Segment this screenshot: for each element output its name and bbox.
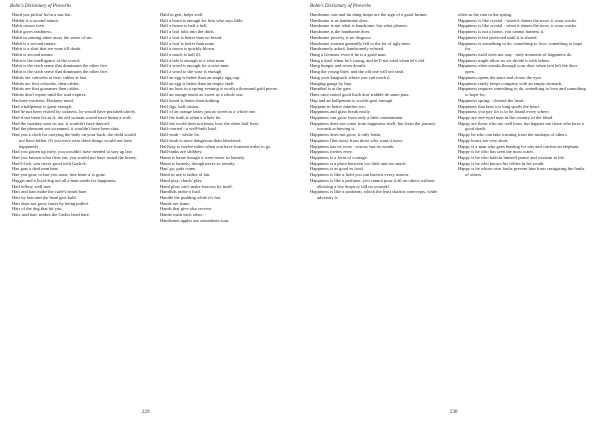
proverb-entry: Happiness is something to do, something to love, something to hope for.: [458, 40, 583, 52]
proverb-entry: Half a house is half a hell.: [160, 23, 208, 29]
proverb-entry: Happiness spring - cleanse the heart.: [458, 97, 525, 103]
text-column: [160, 12, 288, 224]
proverb-entry: Hands wash each other.: [160, 212, 203, 218]
page-number: 229: [142, 410, 150, 415]
proverb-entry: Happiness has its roots - sorrow has its womb.: [310, 143, 395, 149]
proverb-entry: Hair of the dog that bit you.: [12, 206, 63, 212]
proverb-entry: Handfuls make a load.: [160, 189, 201, 195]
proverb-entry: Had he not been visited by sickness, he would have perished utterly.: [12, 109, 137, 115]
proverb-entry: Habits are first gossamer then cables.: [12, 86, 80, 92]
proverb-entry: Habbit is a second nature.: [12, 17, 60, 23]
proverb-entry: Hackney mistress, Hackney maid.: [12, 97, 74, 103]
proverb-entry: Had the pheasant not screamed, it wouldn't have been shot.: [12, 126, 120, 132]
proverb-entry: Happiness might allow us we divide it with others.: [458, 57, 551, 63]
proverb-entry: Happiness invites envy.: [310, 149, 354, 155]
proverb-entry: Half a tale is enough to a wise man.: [160, 57, 226, 63]
proverb-entry: Hae you gear, or hae you none, tine heart a' is gone.: [12, 172, 107, 178]
proverb-entry: Happy hours are very short.: [458, 137, 509, 143]
proverb-entry: Half an egg is better than an empty shell.: [160, 80, 235, 86]
proverb-entry: Happiness is a form of courage.: [310, 154, 368, 160]
proverb-entry: Half bread is better than nothing.: [160, 97, 221, 103]
proverb-entry: Handsome cats and fat dung heaps are the sign of a good farmer.: [310, 12, 428, 17]
proverb-entry: Half a brain is enough for him who says little.: [160, 17, 244, 23]
proverb-entry: Happens in better families too.: [310, 103, 366, 109]
proverb-entry: Happiness rarely keeps company with an empty stomach.: [458, 80, 563, 86]
proverb-entry: Happiness you pay for is to be found every where.: [458, 109, 550, 115]
proverb-entry: Habits don't expire until the soul expires.: [12, 92, 87, 98]
proverb-entry: Habit is a second nature.: [12, 40, 57, 46]
proverb-entry: Hang a thief when he's young, and he'll not steal when he's old.: [310, 57, 426, 63]
proverb-entry: Hap and an halfpennie is worlds gear enough.: [310, 97, 394, 103]
proverb-entry: Hang a German, even if he is a good man.: [310, 52, 387, 58]
proverb-entry: Happiness that lasts too long spoils the heart.: [458, 103, 541, 109]
running-head: Bohn's Dictionary of Proverbs: [10, 4, 72, 9]
proverb-entry: Happiness itself does not stay - only moments of happiness do.: [458, 52, 573, 58]
proverb-entry: Habit is a shirt that we wear till death.: [12, 46, 82, 52]
proverb-entry: Happiness requires something to do, something to love and something to hope for.: [458, 86, 586, 98]
proverb-entry: Hanging gangs by hap.: [310, 80, 352, 86]
proverb-entry: Habit is second nature.: [12, 52, 54, 58]
proverb-entry: Half a word to the wise is enough.: [160, 69, 223, 75]
proverb-entry: Hair by hair and the head gets bald.: [12, 195, 77, 200]
proverb-entry: Had you gotten up early, you wouldn't have needed to stay up late.: [12, 149, 133, 155]
proverb-entry: Habit is the intelligence of the crowd.: [12, 57, 81, 63]
proverb-entry: Handsomely asked, handsomely refused.: [310, 46, 385, 52]
proverb-entry: Had-I-fish, was never good with Garlick.: [12, 160, 87, 166]
proverb-entry: Hail fellow, well met.: [12, 183, 52, 189]
proverb-entry: Hald in gett, helps well.: [160, 12, 204, 17]
proverb-entry: Hair, and hair, makes the Carles head bare.: [12, 212, 90, 218]
proverb-entry: Hae gars a deaf man hear.: [12, 166, 59, 172]
proverb-entry: Happiness does not come from happiness itself, but from the journey towards achieving it.: [310, 120, 436, 132]
proverb-entry: Hang hunger and rown drouth.: [310, 63, 366, 69]
proverb-entry: Happiness opens the arms and closes the eyes.: [458, 74, 543, 80]
proverb-entry: Handle the pudding while it's hot.: [160, 195, 222, 200]
proverb-entry: Handsome poverty is no disgrace.: [310, 34, 372, 40]
proverb-entry: Hannibal is at the gate.: [310, 86, 352, 92]
proverb-entry: Hang the young thief, and the old one will not steal.: [310, 69, 405, 75]
proverb-entry: Half an orange tastes as sweet as a whole one.: [160, 92, 244, 98]
proverb-entry: Hame is hamely, though never so seemly.: [160, 160, 236, 166]
proverb-entry: Happy is he who has seen the most water.: [458, 149, 534, 155]
proverb-entry: Habit is the sixth sense that dominates the other five.: [12, 63, 109, 69]
proverb-entry: Habits are first cobwebs, then cables.: [12, 80, 80, 86]
proverb-entry: Had you a cloth for carrying the baby on your back, the child would not have fallen. (If you were wise these things would not have happened): [12, 132, 136, 149]
proverb-entry: Happiness is a place between too little and too much.: [310, 160, 407, 166]
proverb-entry: Hands that give also receive.: [160, 206, 213, 212]
proverb-entry: Handsome is not what is handsome, but what pleases.: [310, 23, 408, 29]
proverb-entry: Happy is he whose own faults prevent him from castigating the faults of others.: [458, 166, 585, 178]
proverb-entry: Half an egg is better than an empty egg-cup.: [160, 74, 241, 80]
proverb-entry: Happy is he who knows his follies in his youth.: [458, 160, 545, 166]
proverb-entry: Happiness is like a perfume, you cannot pour it all on others without allowing a few drops to fall on yourself.: [310, 177, 435, 189]
proverb-entry: Half the world does not know how the other half lives.: [160, 120, 260, 126]
proverb-entry: Happiness is like crystal - when it shines the most, it soon cracks.: [458, 23, 578, 29]
proverb-entry: Half an hour in a spring evening is worth a thousand gold pieces.: [160, 86, 279, 92]
proverb-entry: Half a word is enough for a wise man.: [160, 63, 230, 69]
proverb-entry: Hair and hair make the carle's beard bare.: [12, 189, 88, 195]
proverb-entry: Happiness often sneaks through your door when you left the door open.: [458, 63, 578, 75]
proverb-entry: Haud yuz pickin' bu'in a sun hot.: [12, 12, 72, 17]
proverb-entry: Had a halfpenny is great enough.: [12, 103, 73, 109]
proverb-entry: Habit causes love.: [12, 23, 46, 29]
proverb-entry: Happiness is like a field you can harvest every season.: [310, 172, 409, 178]
proverb-entry: Habit gives readiness.: [12, 29, 53, 35]
proverb-entry: Han' go, paki come.: [160, 166, 197, 172]
proverb-entry: Half-truth is more dangerous than falsehood.: [160, 137, 242, 143]
proverb-entry: Happiness is as good as food.: [310, 166, 364, 172]
proverb-entry: Hand in use is father of lair.: [160, 172, 211, 178]
right-page: [300, 0, 600, 424]
proverb-entry: Halfway is twelve miles when you have fourteen miles to go.: [160, 143, 272, 149]
proverb-entry: Half figs, half raisins.: [160, 103, 200, 109]
proverb-entry: Happiness is not perfected until it is shared.: [458, 34, 538, 40]
proverb-entry: Hame is hame though it were never so hamely.: [160, 154, 246, 160]
proverb-entry: Habit is the sixth sense that dominates the other five.: [12, 69, 109, 75]
text-column: [458, 12, 586, 178]
proverb-entry: Hang your knapsack where you can reach it.: [310, 74, 391, 80]
proverb-entry: Happy he who can take warning from the mishaps of others.: [458, 132, 568, 138]
proverb-entry: Half-truth - whole lie.: [160, 132, 200, 138]
proverb-entry: Half a much is half ill.: [160, 52, 201, 58]
proverb-entry: Half of an orange tastes just as sweet as a whole one.: [160, 109, 257, 115]
proverb-entry: Half the truth is often a whole lie.: [160, 114, 222, 120]
proverb-entry: Hands are loans.: [160, 200, 191, 206]
proverb-entry: Happy are those who are well born, but happier are those who have a good death.: [458, 120, 584, 132]
page-number: 230: [450, 410, 458, 415]
proverb-entry: Had the monkey seen its ass, it wouldn't have danced.: [12, 120, 110, 126]
proverb-entry: Habit in sinning takes away the sense of sin.: [12, 34, 93, 40]
proverb-entry: Happiness flies away from those who want it most.: [310, 137, 404, 143]
proverb-entry: Half a moon is quickly blown.: [160, 46, 216, 52]
text-column: [310, 12, 438, 201]
proverb-entry: Hand play, churls' play.: [160, 177, 203, 183]
proverb-entry: Happy is a man who goes hunting for rats and catches an elephant.: [458, 143, 580, 149]
proverb-entry: Hall-binks are sliddery.: [160, 149, 203, 155]
proverb-entry: Happy is he who hath in himself praise and wisdom in life.: [458, 154, 566, 160]
proverb-entry: Haggis and a loyal dog are all a man needs for happiness.: [12, 177, 117, 183]
proverb-entry: Handsome apples are sometimes sour.: [160, 217, 230, 223]
proverb-entry: Half-carried - a well-built load.: [160, 126, 217, 132]
proverb-entry: Happiness is like crystal - when it shines the most, it soon cracks.: [458, 17, 578, 23]
proverb-entry: Handsome is the handsome does.: [310, 29, 371, 35]
proverb-entry: Half a loaf is better than none.: [160, 40, 216, 46]
proverb-entry: often as the rain in the spring.: [458, 12, 513, 17]
proverb-entry: Happiness is not a horse, you cannot harness it.: [458, 29, 545, 35]
text-column: [12, 12, 140, 218]
proverb-entry: Hans once tasted good buck don' trabble de same pass.: [310, 92, 410, 98]
proverb-entry: Handsome is as handsome does.: [310, 17, 369, 23]
proverb-entry: Hand plow can't make furrows by itself.: [160, 183, 233, 189]
proverb-entry: Half a loaf is better than no bread.: [160, 34, 223, 40]
proverb-entry: Happiness and glass break easily.: [310, 109, 371, 115]
proverb-entry: Handsome women generally fall to the lot of ugly men.: [310, 40, 411, 46]
running-head: Bohn's Dictionary of Proverbs: [310, 4, 372, 9]
proverb-entry: Happiness can grow from only a little contentment.: [310, 114, 404, 120]
proverb-entry: Happiness is like a sunbeam, which the least shadow intercepts, while adversity is: [310, 189, 438, 200]
proverb-entry: Habits are cobwebs at first; cables at last.: [12, 74, 88, 80]
proverb-entry: Happiness does not grow, it only lends.: [310, 132, 382, 138]
proverb-entry: Half a loaf falls into the ditch.: [160, 29, 215, 35]
proverb-entry: Hair does not grow faster by being pulled.: [12, 200, 89, 206]
proverb-entry: Happy are one-eyed men in the country of the blind.: [458, 114, 554, 120]
proverb-entry: Had it not been for as if, the old woman would have bitten a wolf.: [12, 114, 132, 120]
proverb-entry: Had you known what fleas eat, you would not have tasted the honey.: [12, 154, 137, 160]
